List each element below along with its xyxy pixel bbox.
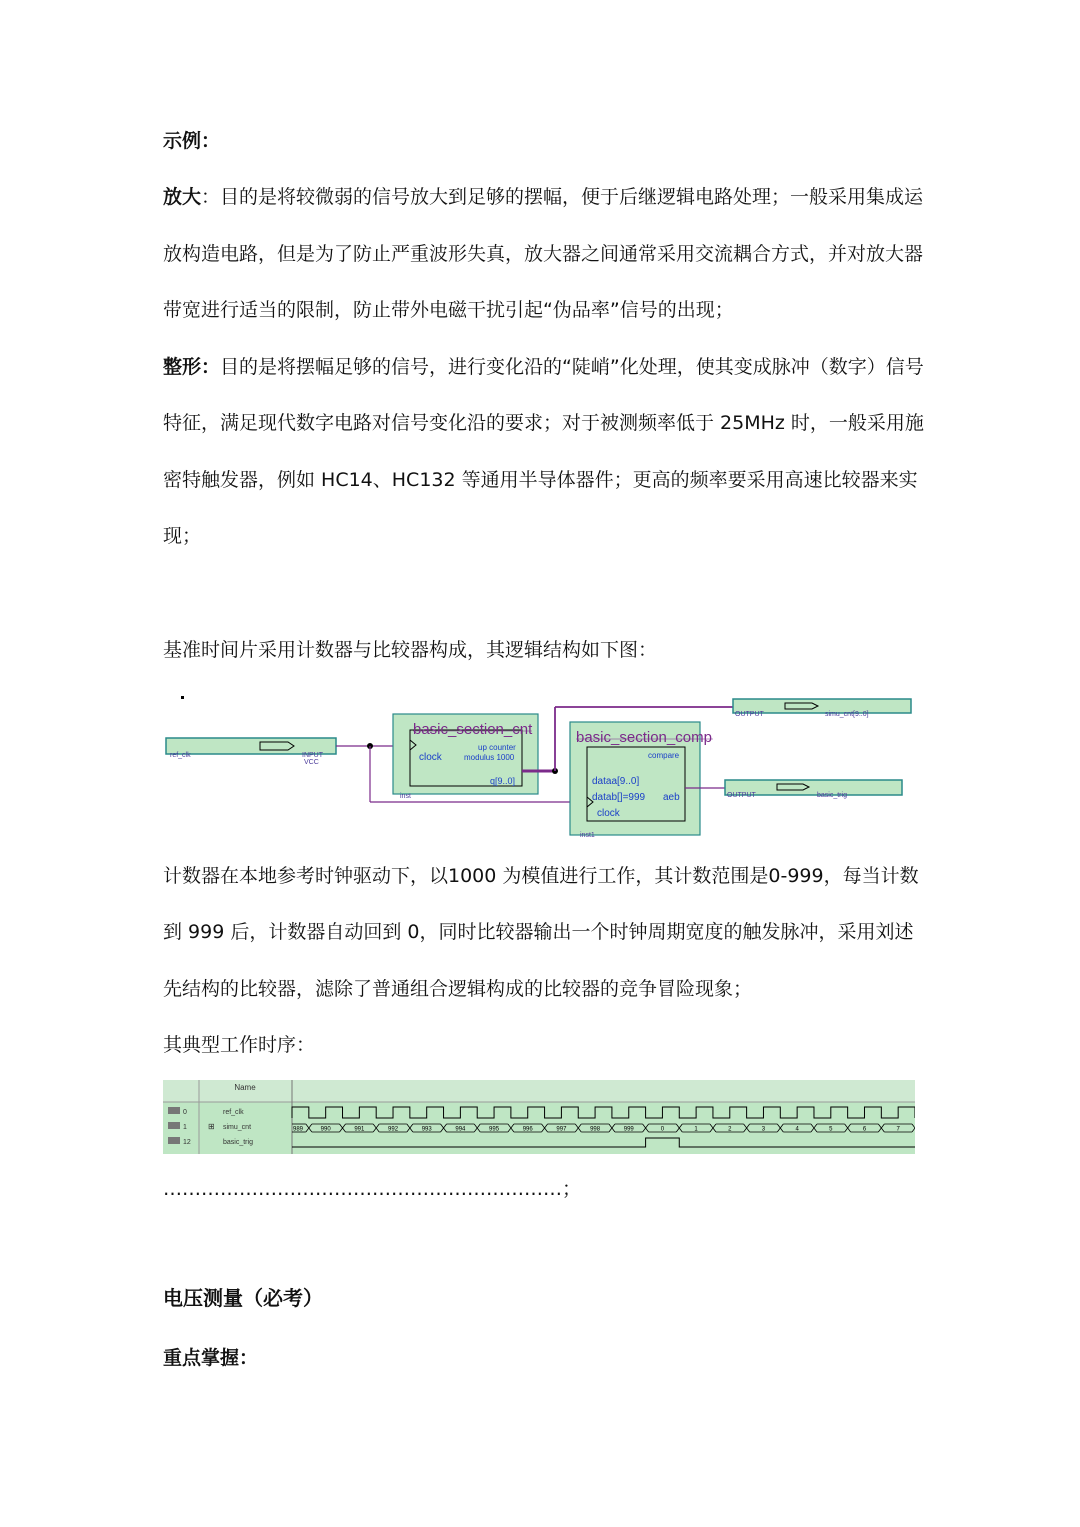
bus-value-label: 995 — [489, 1126, 500, 1133]
timing-heading: 其典型工作时序： — [163, 1034, 316, 1056]
bus-value-label: 5 — [829, 1126, 833, 1133]
key-points-heading: 重点掌握： — [163, 1347, 259, 1369]
shaping-text-1: 目的是将摆幅足够的信号，进行变化沿的“陡峭”化处理，使其变成脉冲（数字）信号 — [220, 356, 924, 378]
comparator-desc: compare — [648, 751, 680, 760]
timing-row-name: basic_trig — [223, 1139, 253, 1146]
amplify-paragraph-line-1 — [163, 185, 923, 209]
amplify-text-2: 放构造电路，但是为了防止严重波形失真，放大器之间通常采用交流耦合方式，并对放大器 — [163, 243, 924, 265]
output-pin-1-type: OUTPUT — [735, 711, 764, 718]
shaping-text-4: 现； — [163, 525, 202, 547]
timing-row-index: 12 — [183, 1139, 191, 1146]
bus-value-label: 7 — [896, 1126, 900, 1133]
logic-schematic — [160, 685, 920, 845]
pin-icon — [168, 1107, 180, 1114]
comparator-aeb: aeb — [663, 792, 680, 803]
bus-value-label: 990 — [320, 1126, 331, 1133]
input-pin-type: INPUT — [302, 752, 323, 759]
counter-inst: inst — [400, 793, 411, 800]
timing-header-bar — [163, 1080, 915, 1102]
timing-row-expand-icon[interactable]: ⊞ — [208, 1122, 215, 1131]
timing-row-index: 1 — [183, 1124, 187, 1131]
bus-value-label: 998 — [590, 1126, 601, 1133]
comparator-dataa: dataa[9..0] — [592, 776, 640, 787]
bus-value-label: 996 — [522, 1126, 533, 1133]
comparator-datab: datab[]=999 — [592, 792, 646, 803]
counter-output-label: q[9..0] — [490, 776, 516, 786]
bus-value-label: 989 — [292, 1126, 304, 1133]
pin-icon — [168, 1122, 180, 1129]
bus-value-label: 1 — [694, 1126, 698, 1133]
timing-row-name: simu_cnt — [223, 1124, 252, 1131]
intro-text: 基准时间片采用计数器与比较器构成，其逻辑结构如下图： — [163, 639, 658, 661]
comparator-clock-label: clock — [597, 808, 620, 819]
example-heading: 示例： — [163, 130, 221, 152]
counter-desc-1: up counter — [478, 743, 516, 752]
bus-value-label: 2 — [728, 1126, 732, 1133]
shaping-text-2: 特征，满足现代数字电路对信号变化沿的要求；对于被测频率低于 25MHz 时，一般采用施 — [163, 412, 924, 434]
dots-line: ………………………………………………………； — [163, 1178, 582, 1200]
counter-clock-label: clock — [419, 752, 442, 763]
bus-value-label: 997 — [556, 1126, 567, 1133]
shaping-term: 整形： — [163, 356, 221, 378]
bus-value-label: 4 — [795, 1126, 799, 1133]
desc-text-1: 计数器在本地参考时钟驱动下，以1000 为模值进行工作，其计数范围是0-999，每当计数 — [163, 865, 919, 887]
bus-value-label: 994 — [455, 1126, 466, 1133]
bus-value-label: 6 — [862, 1126, 867, 1133]
comparator-inst: inst1 — [580, 832, 595, 839]
amplify-text-3: 带宽进行适当的限制，防止带外电磁干扰引起“伪品率”信号的出现； — [163, 299, 734, 321]
shaping-paragraph-line-1 — [163, 355, 924, 379]
output-pin-1-name: simu_cnt[9..0] — [825, 711, 869, 718]
shaping-text-3: 密特触发器，例如 HC14、HC132 等通用半导体器件；更高的频率要采用高速比较器来实 — [163, 469, 918, 491]
voltage-heading: 电压测量（必考） — [163, 1286, 323, 1310]
bus-value-label: 0 — [660, 1126, 665, 1133]
output-pin-2-type: OUTPUT — [727, 792, 756, 799]
desc-text-2: 到 999 后，计数器自动回到 0，同时比较器输出一个时钟周期宽度的触发脉冲，采用刘述 — [163, 921, 914, 943]
stray-dot — [181, 696, 184, 699]
bus-value-label: 992 — [388, 1126, 399, 1133]
output-pin-2-name: basic_trig — [817, 792, 847, 799]
desc-text-3: 先结构的比较器，滤除了普通组合逻辑构成的比较器的竞争冒险现象； — [163, 978, 753, 1000]
bus-value-label: 999 — [623, 1126, 634, 1133]
counter-title: basic_section_cnt — [413, 721, 533, 738]
bus-value-label: 991 — [354, 1126, 365, 1133]
amplify-term: 放大 — [163, 186, 202, 208]
comparator-title: basic_section_comp — [576, 729, 712, 746]
counter-desc-2: modulus 1000 — [464, 753, 515, 762]
timing-waveform — [163, 1080, 915, 1154]
amplify-text-1: ：目的是将较微弱的信号放大到足够的摆幅，便于后继逻辑电路处理；一般采用集成运 — [201, 186, 924, 208]
timing-row-name: ref_clk — [223, 1109, 244, 1116]
input-pin-name: ref_clk — [170, 752, 191, 759]
timing-row-index: 0 — [183, 1109, 187, 1116]
bus-value-label: 3 — [761, 1126, 766, 1133]
pin-icon — [168, 1137, 180, 1144]
bus-value-label: 993 — [421, 1126, 432, 1133]
input-pin-default: VCC — [304, 759, 319, 766]
timing-name-header: Name — [234, 1083, 256, 1092]
